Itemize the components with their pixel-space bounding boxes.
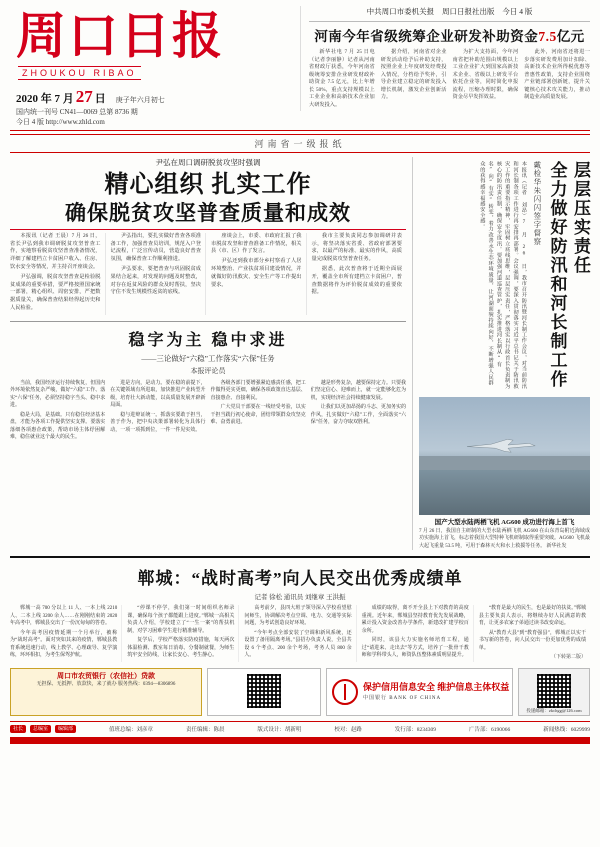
lead-paragraph: 尹弘还到我市部分乡村察看了人居环境整治、产业扶贫项目建设情况，并就做好防汛救灾、安全生产等工作提出要求。 [211,258,302,288]
vertical-title-line2: 全力做好防汛和河长制工作 [547,160,567,389]
date-day: 27 [75,86,93,106]
lower-paragraph: 成绩的取得，离不开全县上下对教育的高度重视。近年来，郸城县坚持教育优先发展战略，累计投入资金改善办学条件，新建改扩建学校百余所。 [361,606,469,634]
photo-caption: 国产大型水陆两栖飞机 AG600 成功进行海上首飞 [434,518,575,526]
newspaper-title: 周口日报 [16,8,224,64]
lower-paragraph: 今年高考因疫情延期一个月举行，被称为“战时高考”。面对突如其来的疫情，郸城县教育系统迅速行动，线上教学、心理疏导、复学演练，环环相扣，为考生保驾护航。 [10,630,118,658]
left-column [10,157,406,551]
ad-qr[interactable] [518,668,590,716]
ad-bank-sub: 中国银行 BANK OF CHINA [363,695,442,701]
lower-column [127,605,239,662]
photo-hill [419,456,590,470]
editorial-subtitle: ——三论做好“六稳”工作落实“六保”任务 [141,353,275,363]
lower-paragraph: 郸城一高 700 分以上 11 人、一本上线 2210 人、二本上线 3200 余人……在刚刚结束的 2020 年高考中，郸城县交出了一份沉甸甸的答卷。 [10,606,118,626]
footer-item: 责任编辑：陈晨 [185,726,225,733]
lower-column [10,605,122,662]
date-suffix: 日 [94,92,106,105]
editorial-paragraph: 各级各部门要增强紧迫感责任感，把工作做得更实更细，确保各项政策直达基层、直接惠企、直接利民。 [210,380,306,401]
page-footer [10,721,590,733]
lower-paragraph: 高考前夕，县四大班子领导深入学校看望慰问师生，协调解决考点空调、电力、交通等实际问题，为考试创造良好环境。 [244,606,352,626]
footer-tags [10,725,76,733]
lower-paragraph: “今年考点全部安装了空调和新风系统，还设置了备用隔离考场。”县招办负责人说，全县共设 6 个考点、200 余个考场，考务人员 800 余人。 [244,630,352,658]
lead-body-column [211,233,307,315]
right-column [412,157,590,551]
footer-item: 校对：赵路 [334,726,362,733]
footer-item: 广告部：6190066 [469,726,511,733]
footer-item: 发行部：8234309 [394,726,437,733]
headline-rule [10,229,406,230]
lower-paragraph: “教育是最大的民生，也是最好的扶贫。”郸城县主要负责人表示，将继续办好人民满意的教育，让更多农家子弟通过读书改变命运。 [478,606,587,626]
top-headline-post: 亿元 [556,29,585,44]
ad-loan-title: 周口市农贸银行（农信社）贷款 [57,671,155,680]
bank-of-china-logo-icon [332,679,358,705]
newspaper-pinyin: ZHOUKOU RIBAO [18,66,141,80]
masthead-left [10,6,300,128]
ad-bank-texts [363,682,509,701]
qr-code-icon [537,674,571,708]
ad-loan-sub: 无担保、无抵押、放款快，来了就办 服务热线：0394—8306896 [36,681,176,687]
footer-tag: 总编室 [30,725,51,733]
lower-column [362,605,474,662]
lower-paragraph: 复学后，学校严格落实防疫措施，每天两次体温检测、教室每日消毒、分餐制就餐，为师生筑牢安全防线，让家长安心、考生静心。 [127,638,235,658]
lead-paragraph: 尹弘强调，脱贫攻坚普查是检验脱贫成果的重要举措，要严格按照国家统一部署，精心组织、周密安排，严把数据质量关，确保普查结果经得起历史和人民检验。 [10,273,101,311]
editorial-title: 稳字为主 稳中求进 [128,331,288,349]
lead-paragraph: 据悉，此次普查将于近期全面展开，覆盖全市所有建档立卡贫困户，普查数据将作为评价脱贫成效的重要依据。 [311,265,402,296]
lower-body [10,605,590,662]
photo-water [419,470,590,515]
date-prefix: 2020 年 7 月 [16,92,74,105]
publisher-item-1: 周口日报社出版 [442,7,495,16]
top-story-headline [309,25,590,45]
top-story-paragraph: 据介绍，河南省对企业研发活动给予后补助支持，按照企业上年度研发经费投入情况，分档给予奖补，引导企业建立稳定的研发投入增长机制，激发企业创新活力。 [380,49,447,101]
lower-paragraph: 同时，该县大力实施名师培育工程，通过“请进来、走出去”等方式，培养了一批骨干教师和学科带头人，师资队伍整体素质明显提升。 [361,638,469,658]
lunar-date: 庚子年六月初七 [115,95,165,104]
masthead-right [300,6,590,111]
publisher-item-2: 今日 4 版 [502,7,533,16]
editorial-column [110,380,205,444]
continuation-note: （下转第二版） [551,655,587,660]
top-headline-pre: 河南今年省级统筹企业研发补助资金 [314,29,539,44]
lower-paragraph: 从“教育大县”到“教育强县”，郸城正以实干书写新的答卷，向人民交出一份更加优秀的成绩单。 [478,630,587,651]
vertical-kicker: 戴检华朱闪闪签字督察 [532,160,542,246]
top-story-column [524,49,590,111]
editorial-column [211,380,306,444]
top-headline-number: 7.5 [538,29,557,44]
vertical-body: 本报讯（记者 刘昂）7 月 26 日，我市召开防汛暨河长制工作会议，对当前防汛和河长制各项工作进行再安排再部署。会议强调，要深入贯彻落实习近平总书记关于防汛救灾工作的重要指示精神，牢固树立底线思维，层层压实责任，严格落实以行政首长负责制为核心的防汛责任制，确保安全度汛。要加强河道巡查管护，扎实推进河长制从“有名”向“有实”转变，着力改善水生态环境质量，让河湖面貌持续向好，不断增强人民群众的获得感幸福感安全感。 [479,160,527,389]
lead-paragraph: 尹弘指出，要扎实做好普查各项准备工作，加强普查员培训，规范入户登记流程，广泛宣传动员，营造良好普查氛围，确保普查工作顺利推进。 [110,232,201,263]
lead-headline-line2: 确保脱贫攻坚普查质量和成效 [65,200,351,225]
top-story-column [453,49,519,111]
qr-code-icon [247,674,281,708]
footer-item: 新闻热线：6029999 [543,726,590,733]
issue-number: 国内统一刊号 CN41—0069 总第 8736 期 [16,107,138,116]
top-story-paragraph: 为扩大支持面，今年河南省把补助范围由规模以上工业企业扩大到国家高新技术企业、省级以上研发平台依托企业等，同时简化申报流程，压缩办理时限，确保资金尽早发挥效益。 [452,49,519,101]
airplane-icon [457,437,549,453]
ad-bank-inner [327,669,512,715]
footer-item: 版式设计：胡新明 [257,726,302,733]
top-story-column [381,49,447,111]
qr-caption: 投递邮箱：zkchgg@126.com [526,707,582,713]
lead-body [10,233,406,315]
bottom-color-bar [10,737,590,744]
lower-paragraph: “停课不停学，我们第一时间组织名师录课，确保每个孩子都能跟上进度。”郸城一高相关负责人介绍，学校建立了“一生一案”的帮扶机制，对学习困难学生进行精准辅导。 [127,606,235,634]
editorial-column [311,380,406,444]
issue-pages: 今日 4 版 http://www.zhld.com [16,118,105,126]
lower-column [479,605,590,662]
main-content [10,157,590,551]
lower-column [244,605,356,662]
editorial-paragraph: 稳与进辩证统一。抓落实要敢于担当，善于作为，把中央决策部署转化为具体行动，一项一项抓到位，一件一件见实效。 [110,412,206,433]
footer-item: 值班总编：刘彦章 [108,726,153,733]
editorial-paragraph: 进是方向，是动力。要在稳的前提下，在关键领域有所进取，加快推进产业转型升级，培育壮大新动能，以高质量发展开辟新局面。 [110,380,206,409]
editorial-byline: 本报评论员 [190,366,226,375]
editorial-paragraph: 越是形势复杂，越要保持定力。只要我们坚定信心、迎难而上，就一定能够化危为机，实现经济社会持续健康发展。 [310,380,406,401]
publisher-item-0: 中共周口市委机关报 [366,7,435,16]
editorial-body [10,380,406,444]
publisher-line [309,6,590,22]
advertisement-row [10,668,590,716]
section-banner: 河南省一级报纸 [10,134,590,153]
editorial-paragraph: 广大党员干部要在一线经受考验，以实干担当践行初心使命，团结带领群众攻坚克难、奋勇前进。 [210,405,306,426]
footer-tag: 编辑部 [55,725,76,733]
masthead-issue-info [16,107,300,128]
ad-loan[interactable] [10,668,202,716]
photo-image [419,397,590,515]
lead-headline-line1: 精心组织 扎实工作 [104,171,312,198]
photo-text: 7 月 26 日，我国自主研制的大型水陆两栖飞机 AG600 在山东青岛附近海域成功实施海上首飞，标志着我国大型特种飞机研制取得重要突破。AG600 飞机最大起飞重量 53.5 吨，可用于森林灭火和水上救援等任务。 新华社发 [419,528,590,549]
lower-headline: 郸城：“战时高考”向人民交出优秀成绩单 [137,569,463,588]
lead-kicker: 尹弘在周口调研脱贫攻坚时强调 [155,157,261,167]
editorial-column [10,380,105,444]
masthead [10,6,590,131]
vertical-title-line1: 层层压实责任 [571,160,590,275]
lead-paragraph: 我市主要负责同志参加调研并表示，将坚决落实省委、省政府部署要求，以最严的标准、最实的作风，高质量完成脱贫攻坚普查任务。 [311,232,402,263]
lead-body-column [10,233,106,315]
editorial-paragraph: 稳是大局，是基础。只有稳住经济基本盘，才能为各项工作提供坚实支撑。要落实落细各项惠企政策，帮助市场主体纾困解难，稳住就业这个最大的民生。 [10,412,106,441]
editorial-block [10,321,406,444]
lead-body-column [111,233,207,315]
lead-headline [10,170,406,226]
lead-paragraph: 座谈会上，市委、市政府汇报了我市脱贫攻坚和普查准备工作情况，相关县（市、区）作了发言。 [211,232,302,255]
ad-bank-title: 保护信用信息安全 维护信息主体权益 [363,682,510,693]
editorial-paragraph: 让我们以更加昂扬的斗志、更加务实的作风，扎实做好“六稳”工作，全面落实“六保”任务，奋力夺取双胜利。 [310,405,406,426]
top-story-column [309,49,375,111]
top-story-paragraph: 新华社电 7 月 25 日电（记者李丽静）记者从河南省财政厅获悉，今年河南省级统筹安排企业研发财政补助资金 7.5 亿元，比上年增长 50%，重点支持规模以上工业企业和高新技术企业加大研发投入。 [309,49,375,108]
photo-block [419,397,590,551]
section-divider [10,556,590,558]
top-story-paragraph: 此外，河南省还将进一步落实研发费用加计扣除、高新技术企业所得税优惠等普惠性政策，支持企业围绕产业链部署创新链，提升关键核心技术攻关能力，推动制造业高质量发展。 [524,49,590,101]
editorial-paragraph: 当前，我国经济运行持续恢复，但国内外环境依然复杂严峻，做好“六稳”工作、落实“六保”任务，必须坚持稳字当头、稳中求进。 [10,380,106,409]
lead-paragraph: 尹弘要求，要把普查与巩固脱贫成果结合起来，对发现的问题及时整改，对存在返贫风险的群众及时帮扶，坚决守住不发生规模性返贫的底线。 [110,265,201,296]
ad-bank-of-china[interactable] [326,668,513,716]
lower-byline: 记者 徐松 通讯员 刘继章 王洪振 [254,594,346,601]
ad-generic[interactable] [207,668,321,716]
footer-tag: 社长 [10,725,26,733]
lead-paragraph: 本报讯（记者 王晨）7 月 26 日，省长尹弘到我市调研脱贫攻坚普查工作，实地察看脱贫攻坚普查准备情况，详细了解建档立卡贫困户收入、住房、饮水安全等情况，并主持召开座谈会。 [10,232,101,270]
top-story-body [309,49,590,111]
vertical-feature [419,161,590,391]
masthead-date-block [16,87,300,107]
lead-body-column [312,233,407,315]
